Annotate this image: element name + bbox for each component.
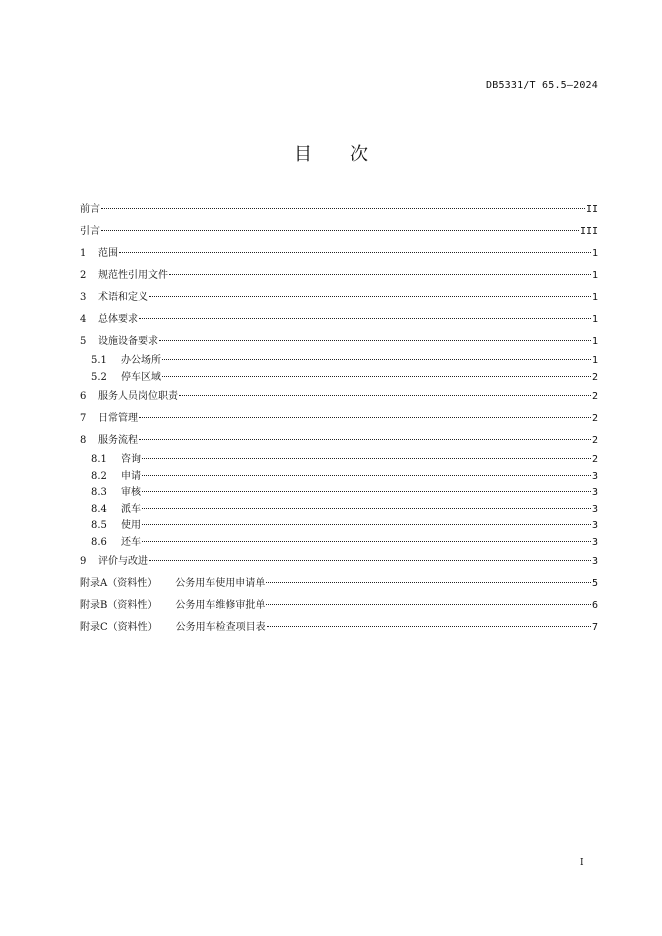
- toc-item-title: 评价与改进: [98, 556, 148, 567]
- toc-item-number: 5: [80, 336, 87, 347]
- toc-leader-dots: [139, 416, 591, 418]
- document-code: DB5331/T 65.5—2024: [486, 80, 598, 91]
- toc-item-number: 9: [80, 556, 87, 567]
- toc-item-page: 1: [591, 336, 598, 347]
- toc-item-page: 1: [591, 292, 598, 303]
- toc-item-annex-b[interactable]: [80, 595, 598, 617]
- page-number: I: [580, 858, 584, 868]
- toc-item-page: 3: [591, 556, 598, 567]
- toc-item-number: 3: [80, 292, 87, 303]
- toc-item-page: 2: [591, 435, 598, 446]
- toc-item-page: 3: [591, 503, 598, 515]
- toc-item-title: 服务流程: [98, 435, 138, 446]
- toc-item-title: 引言: [80, 226, 100, 237]
- page-title-char-1: 目: [294, 144, 312, 165]
- toc-item-title: 办公场所: [121, 355, 161, 366]
- toc-item-title: 公务用车使用申请单: [175, 578, 266, 589]
- toc-leader-dots: [139, 438, 591, 440]
- table-of-contents: [80, 199, 598, 639]
- toc-leader-dots: [142, 490, 591, 492]
- toc-subitem-application[interactable]: [80, 469, 598, 486]
- toc-subitem-dispatch[interactable]: [80, 502, 598, 519]
- toc-leader-dots: [149, 559, 591, 561]
- toc-item-number: 8.2: [91, 470, 107, 482]
- toc-item-title: 总体要求: [98, 314, 138, 325]
- toc-item-page: 2: [591, 391, 598, 402]
- toc-leader-dots: [142, 523, 591, 525]
- toc-item-page: 2: [591, 454, 598, 465]
- toc-annex-label: 附录A（资料性）: [80, 578, 158, 589]
- toc-subitem-usage[interactable]: [80, 518, 598, 535]
- toc-item-number: 8.1: [91, 454, 107, 465]
- toc-item-page: 6: [591, 600, 598, 611]
- toc-item-normative-references[interactable]: [80, 265, 598, 287]
- toc-item-page: 1: [591, 248, 598, 259]
- toc-item-title: 还车: [121, 536, 141, 548]
- toc-item-page: 2: [591, 371, 598, 383]
- toc-item-title: 公务用车维修审批单: [175, 600, 266, 611]
- toc-item-evaluation-improvement[interactable]: [80, 551, 598, 573]
- toc-leader-dots: [139, 317, 591, 319]
- page-title-char-2: 次: [350, 144, 368, 165]
- toc-item-title: 范围: [98, 248, 118, 259]
- toc-leader-dots: [142, 457, 591, 459]
- toc-item-foreword[interactable]: [80, 199, 598, 221]
- toc-item-page: 3: [591, 487, 598, 498]
- toc-item-page: 1: [591, 314, 598, 325]
- toc-item-page: 3: [591, 470, 598, 482]
- toc-item-title: 规范性引用文件: [98, 270, 168, 281]
- toc-item-title: 停车区域: [121, 371, 161, 383]
- toc-item-number: 8.5: [91, 520, 107, 531]
- toc-item-title: 前言: [80, 204, 100, 215]
- toc-item-title: 设施设备要求: [98, 336, 158, 347]
- toc-subitem-return[interactable]: [80, 535, 598, 552]
- toc-item-number: 7: [80, 413, 87, 424]
- toc-item-number: 1: [80, 248, 87, 259]
- toc-subitem-review[interactable]: [80, 485, 598, 502]
- toc-item-annex-c[interactable]: [80, 617, 598, 639]
- toc-item-scope[interactable]: [80, 243, 598, 265]
- toc-leader-dots: [149, 295, 591, 297]
- toc-subitem-office-premises[interactable]: [80, 353, 598, 370]
- toc-leader-dots: [159, 339, 591, 341]
- toc-item-page: 1: [591, 270, 598, 281]
- toc-leader-dots: [267, 625, 591, 627]
- toc-item-number: 8.6: [91, 536, 107, 548]
- toc-item-introduction[interactable]: [80, 221, 598, 243]
- toc-item-title: 服务人员岗位职责: [98, 391, 178, 402]
- toc-item-facilities-equipment[interactable]: [80, 331, 598, 353]
- toc-item-title: 派车: [121, 503, 141, 515]
- toc-item-number: 6: [80, 391, 87, 402]
- toc-leader-dots: [142, 540, 591, 542]
- toc-item-page: III: [579, 226, 598, 237]
- toc-annex-label: 附录C（资料性）: [80, 622, 158, 633]
- toc-item-title: 术语和定义: [98, 292, 148, 303]
- toc-item-general-requirements[interactable]: [80, 309, 598, 331]
- toc-item-number: 4: [80, 314, 87, 325]
- toc-leader-dots: [266, 603, 591, 605]
- toc-item-page: 7: [591, 622, 598, 633]
- toc-item-title: 日常管理: [98, 413, 138, 424]
- toc-item-page: 2: [591, 413, 598, 424]
- toc-item-number: 5.2: [91, 371, 107, 383]
- toc-leader-dots: [101, 229, 579, 231]
- toc-leader-dots: [179, 394, 591, 396]
- toc-leader-dots: [119, 251, 591, 253]
- toc-item-annex-a[interactable]: [80, 573, 598, 595]
- toc-annex-label: 附录B（资料性）: [80, 600, 158, 611]
- toc-item-number: 8.4: [91, 503, 107, 515]
- toc-leader-dots: [169, 273, 591, 275]
- toc-leader-dots: [101, 207, 585, 209]
- toc-item-terms-definitions[interactable]: [80, 287, 598, 309]
- toc-leader-dots: [162, 375, 591, 377]
- toc-item-title: 审核: [121, 487, 141, 498]
- toc-item-page: II: [585, 204, 598, 215]
- toc-item-page: 3: [591, 536, 598, 548]
- toc-item-title: 使用: [121, 520, 141, 531]
- toc-item-number: 8: [80, 435, 87, 446]
- toc-item-title: 公务用车检查项目表: [175, 622, 266, 633]
- toc-item-page: 1: [591, 355, 598, 366]
- toc-item-service-process[interactable]: [80, 430, 598, 452]
- toc-leader-dots: [142, 474, 591, 476]
- toc-subitem-parking-area[interactable]: [80, 370, 598, 387]
- toc-item-number: 8.3: [91, 487, 107, 498]
- toc-subitem-consultation[interactable]: [80, 452, 598, 469]
- toc-item-title: 咨询: [121, 454, 141, 465]
- toc-item-number: 5.1: [91, 355, 107, 366]
- toc-leader-dots: [142, 507, 591, 509]
- toc-item-title: 申请: [121, 470, 141, 482]
- toc-item-daily-management[interactable]: [80, 408, 598, 430]
- toc-item-staff-duties[interactable]: [80, 386, 598, 408]
- toc-item-page: 3: [591, 520, 598, 531]
- toc-item-number: 2: [80, 270, 87, 281]
- toc-leader-dots: [266, 581, 591, 583]
- toc-item-page: 5: [591, 578, 598, 589]
- toc-leader-dots: [162, 358, 591, 360]
- page-title: [0, 140, 662, 166]
